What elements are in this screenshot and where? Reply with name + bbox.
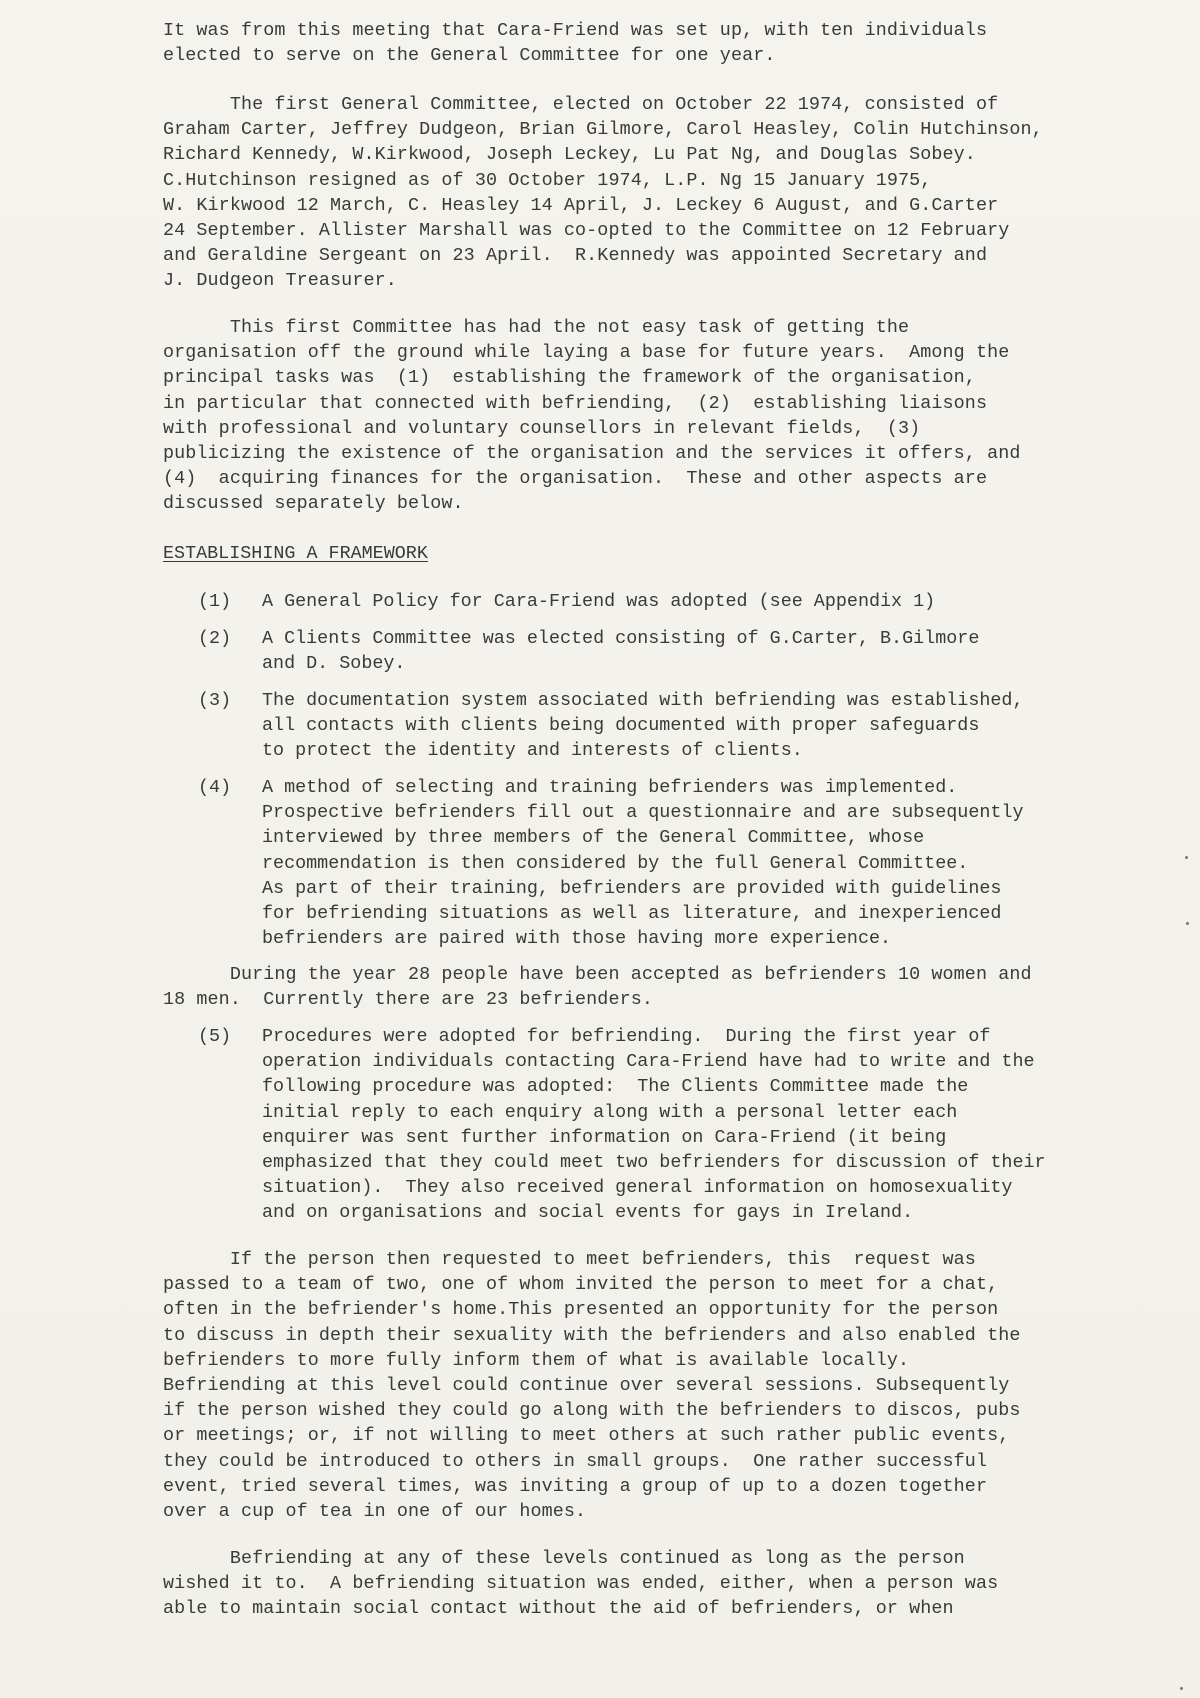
margin-speck bbox=[1180, 1687, 1183, 1690]
item-number: (5) bbox=[198, 1026, 232, 1047]
opening-paragraph: It was from this meeting that Cara-Friend was set up, with ten individuals elected to serve on the General Committee for one year. bbox=[163, 20, 988, 67]
item-text: The documentation system associated with befriending was established, all contacts with clients being documented with proper safeguards to protect the identity and interests of clients. bbox=[262, 690, 1024, 762]
first-committee-paragraph: The first General Committee, elected on October 22 1974, consisted of Graham Carter, Jeffrey Dudgeon, Brian Gilmore, Carol Heasley, Colin Hutchinson, Richard Kennedy, W.Kirkwood, Joseph Leckey, Lu Pat Ng, and Douglas Sobey. C.Hutchinson resigned as of 30 October 1974, L.P. Ng 15 January 1975, W. Kirkwood 12 March, C. Heasley 14 April, J. Leckey 6 August, and G.Carter 24 September. Allister Marshall was co-opted to the Committee on 12 February and Geraldine Sergeant on 23 April. R.Kennedy was appointed Secretary and J. Dudgeon Treasurer. bbox=[163, 94, 1043, 292]
befrienders-accepted-paragraph: During the year 28 people have been accepted as befrienders 10 women and 18 men. Currently there are 23 befrienders. bbox=[163, 964, 1032, 1011]
continued-paragraph: Befriending at any of these levels continued as long as the person wished it to. A befriending situation was ended, either, when a person was able to maintain social contact without the aid of befrienders, or when bbox=[163, 1548, 999, 1620]
item-text: A method of selecting and training befrienders was implemented. Prospective befrienders fill out a questionnaire and are subsequently interviewed by three members of the General Committee, whose recommendation is then considered by the full General Committee. As part of their training, befrienders are provided with guidelines for befriending situations as well as literature, and inexperienced befrienders are paired with those having more experience. bbox=[262, 777, 1024, 950]
section-heading: ESTABLISHING A FRAMEWORK bbox=[163, 543, 428, 564]
item-text: Procedures were adopted for befriending. During the first year of operation individuals contacting Cara-Friend have had to write and the following procedure was adopted: The Clients Committee made the initial reply to each enquiry along with a personal letter each enquirer was sent further information on Cara-Friend (it being emphasized that they could meet two befrienders for discussion of their situation). They also received general information on homosexuality and on organisations and social events for gays in Ireland. bbox=[262, 1026, 1046, 1224]
item-number: (1) bbox=[198, 591, 232, 612]
item-text: A General Policy for Cara-Friend was adopted (see Appendix 1) bbox=[262, 591, 936, 612]
item-number: (2) bbox=[198, 628, 232, 649]
meet-befrienders-paragraph: If the person then requested to meet befrienders, this request was passed to a team of two, one of whom invited the person to meet for a chat, often in the befriender's home.This presented an opportunity for the person to discuss in depth their sexuality with the befrienders and also enabled the befrienders to more fully inform them of what is available locally. Befriending at this level could continue over several sessions. Subsequently if the person wished they could go along with the befrienders to discos, pubs or meetings; or, if not willing to meet others at such rather public events, they could be introduced to others in small groups. One rather successful event, tried several times, was inviting a group of up to a dozen together over a cup of tea in one of our homes. bbox=[163, 1249, 1021, 1523]
item-text: A Clients Committee was elected consisting of G.Carter, B.Gilmore and D. Sobey. bbox=[262, 628, 980, 675]
item-number: (4) bbox=[198, 777, 232, 798]
tasks-paragraph: This first Committee has had the not easy task of getting the organisation off the ground while laying a base for future years. Among the principal tasks was (1) establishing the framework of the organisation, in particular that connected with befriending, (2) establishing liaisons with professional and voluntary counsellors in relevant fields, (3) publicizing the existence of the organisation and the services it offers, and (4) acquiring finances for the organisation. These and other aspects are discussed separately below. bbox=[163, 317, 1021, 515]
margin-speck bbox=[1185, 856, 1188, 859]
item-number: (3) bbox=[198, 690, 232, 711]
margin-speck bbox=[1186, 922, 1189, 925]
